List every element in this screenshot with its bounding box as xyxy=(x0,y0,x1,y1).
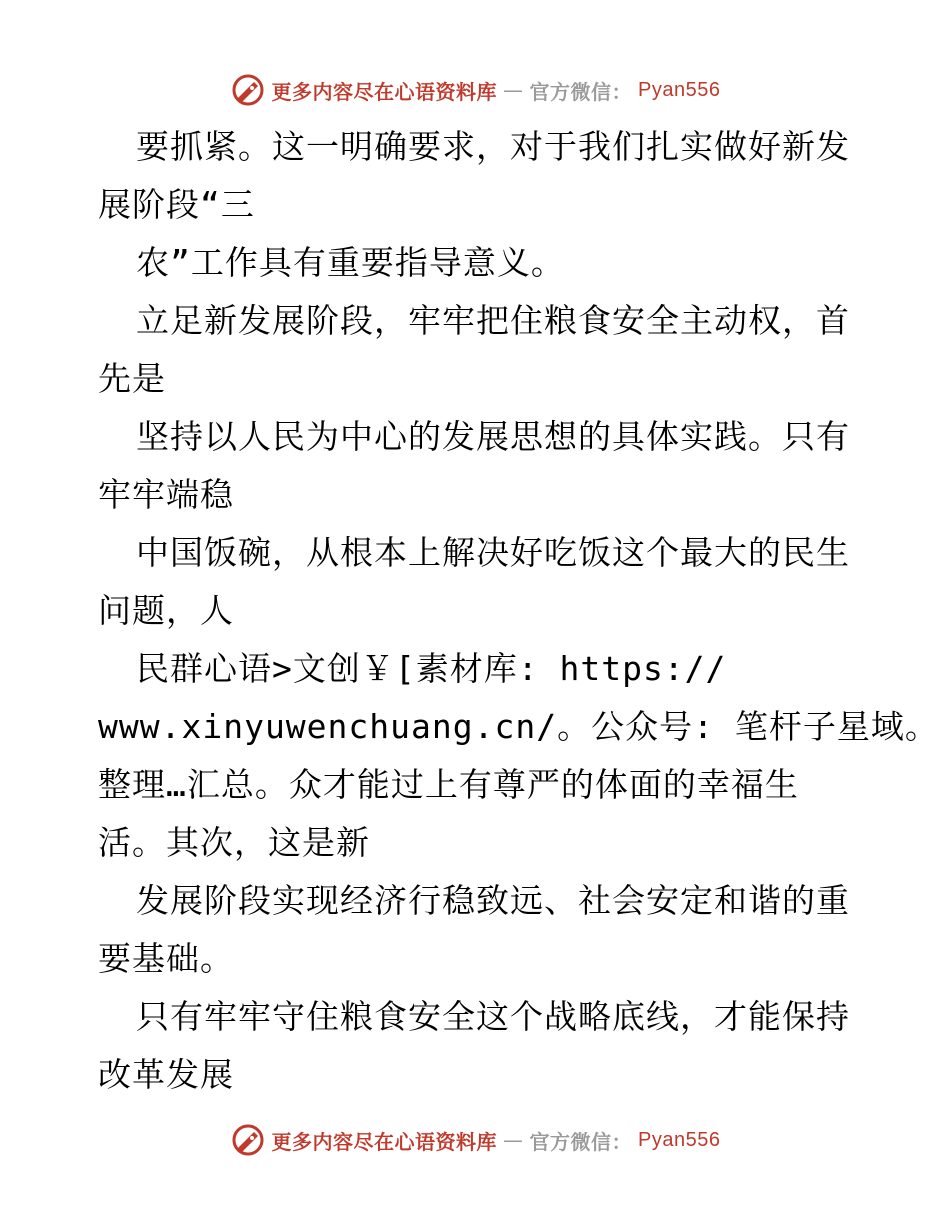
text-line: 先是 xyxy=(98,359,166,398)
footer-wechat-label: 官方微信： xyxy=(529,1129,633,1154)
text-line: 农”工作具有重要指导意义。 xyxy=(136,243,565,282)
text-line: 牢牢端稳 xyxy=(98,475,234,514)
text-line: 只有牢牢守住粮食安全这个战略底线，才能保持 xyxy=(136,997,850,1036)
text-line: 整理…汇总。众才能过上有尊严的体面的幸福生 xyxy=(98,765,799,804)
text-line: 民群心语>文创￥[素材库: https:// xyxy=(136,649,727,688)
text-line: 发展阶段实现经济行稳致远、社会安定和谐的重 xyxy=(136,881,850,920)
footer-wechat-id: Pyan556 xyxy=(638,1128,721,1151)
text-line: 中国饭碗，从根本上解决好吃饭这个最大的民生 xyxy=(136,533,850,572)
header-main-text: 更多内容尽在心语资料库 xyxy=(271,79,498,104)
text-line: 活。其次，这是新 xyxy=(98,823,370,862)
pen-nib-logo-icon xyxy=(230,1122,266,1158)
pen-nib-logo-icon xyxy=(230,72,266,108)
header-wechat-id: Pyan556 xyxy=(638,78,721,101)
footer-main-text: 更多内容尽在心语资料库 xyxy=(271,1129,498,1154)
footer-banner xyxy=(0,1120,950,1160)
text-line: 展阶段“三 xyxy=(98,185,255,224)
text-line: 坚持以人民为中心的发展思想的具体实践。只有 xyxy=(136,417,850,456)
header-separator: — xyxy=(503,78,524,102)
text-line: 问题，人 xyxy=(98,591,234,630)
text-line: 要抓紧。这一明确要求，对于我们扎实做好新发 xyxy=(136,127,850,166)
header-wechat-label: 官方微信： xyxy=(529,79,633,104)
text-line: 改革发展 xyxy=(98,1055,234,1094)
text-line: 立足新发展阶段，牢牢把住粮食安全主动权，首 xyxy=(136,301,850,340)
text-line: 要基础。 xyxy=(98,939,234,978)
text-line: www.xinyuwenchuang.cn/。公众号: 笔杆子星域。 xyxy=(98,707,939,746)
header-banner xyxy=(0,70,950,110)
footer-separator: — xyxy=(503,1128,524,1152)
